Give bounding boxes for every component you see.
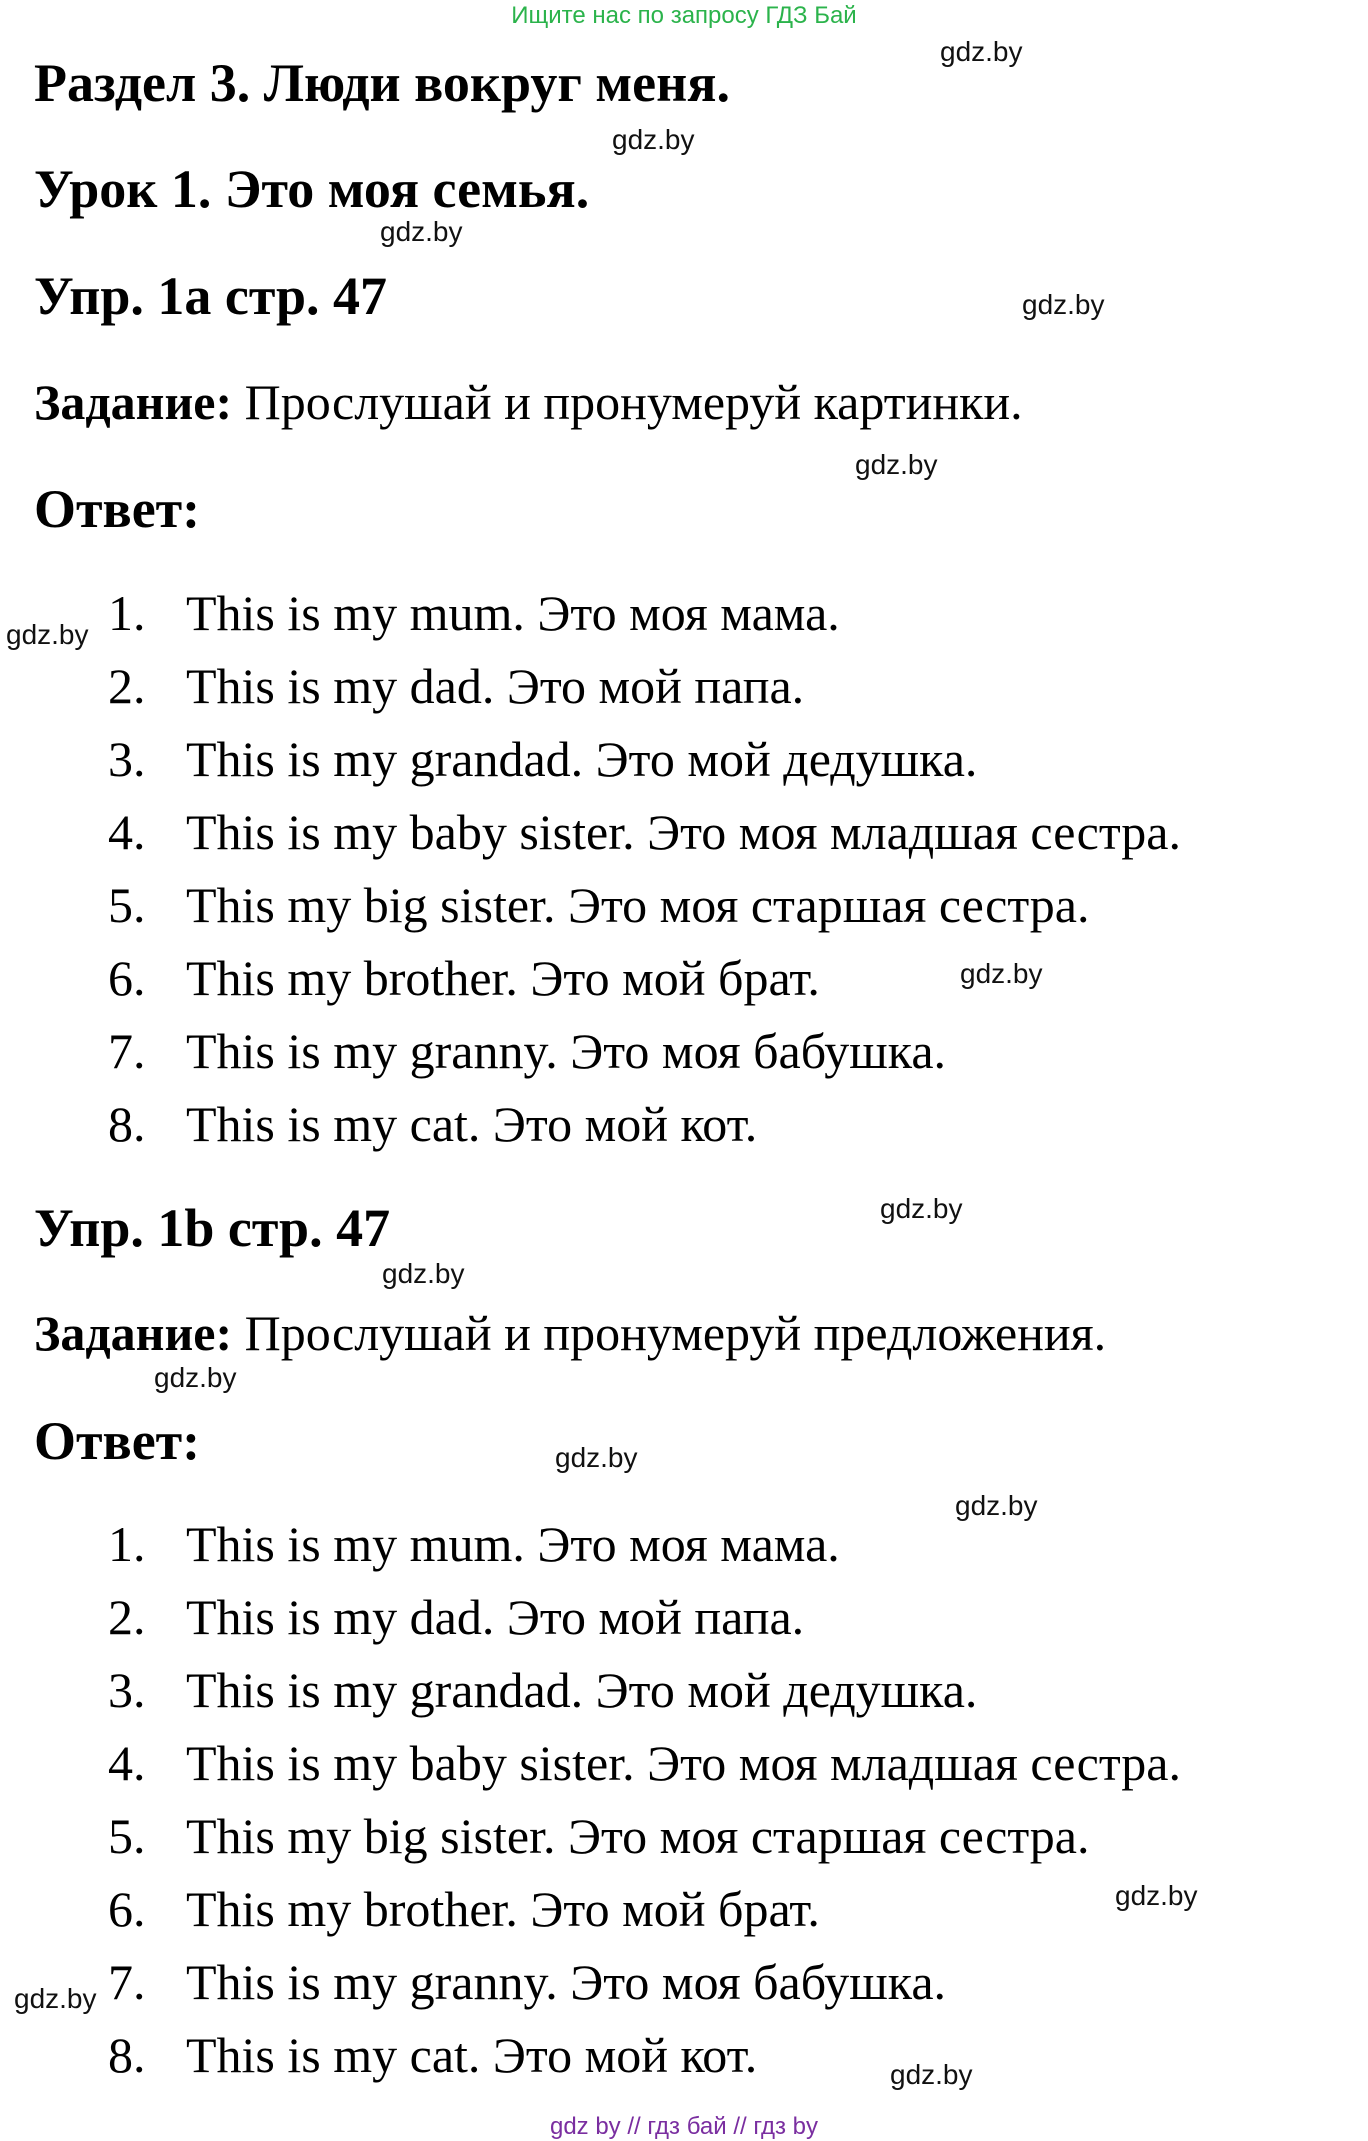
list-item: 1. This is my mum. Это моя мама. [108, 585, 840, 641]
exercise-1b-answer-list [108, 1508, 1181, 2092]
task-label: Задание: [34, 374, 233, 430]
exercise-1b-task [34, 1304, 1106, 1362]
exercise-1a-task [34, 373, 1023, 431]
list-item: 2. This is my dad. Это мой папа. [108, 1589, 805, 1645]
list-item: 4. This is my baby sister. Это моя младшая сестра. [108, 1735, 1181, 1791]
watermark: gdz.by [880, 1193, 963, 1224]
list-item: 8. This is my cat. Это мой кот. [108, 1096, 758, 1152]
top-banner-link[interactable]: Ищите нас по запросу ГДЗ Бай [511, 2, 857, 29]
list-item: 7. This is my granny. Это моя бабушка. [108, 1023, 947, 1079]
list-item: 5. This my big sister. Это моя старшая сестра. [108, 1808, 1090, 1864]
list-item: 5. This my big sister. Это моя старшая сестра. [108, 877, 1090, 933]
task-label: Задание: [34, 1305, 233, 1361]
exercise-1a-answer-label: Ответ: [34, 479, 201, 539]
watermark: gdz.by [960, 958, 1043, 989]
lesson-title: Урок 1. Это моя семья. [34, 159, 590, 219]
bottom-banner[interactable]: gdz by // гдз бай // гдз by [549, 2113, 819, 2140]
list-item: 6. This my brother. Это мой брат. [108, 950, 820, 1006]
watermark: gdz.by [14, 1983, 97, 2014]
list-item: 4. This is my baby sister. Это моя младшая сестра. [108, 804, 1181, 860]
exercise-1b-answer-label: Ответ: [34, 1411, 201, 1471]
watermark: gdz.by [1115, 1880, 1198, 1911]
list-item: 3. This is my grandad. Это мой дедушка. [108, 1662, 978, 1718]
list-item: 2. This is my dad. Это мой папа. [108, 658, 805, 714]
exercise-1b-title: Упр. 1b стр. 47 [34, 1198, 391, 1258]
watermark: gdz.by [940, 36, 1023, 67]
watermark: gdz.by [6, 619, 89, 650]
exercise-1a-title: Упр. 1a стр. 47 [34, 266, 388, 326]
task-text: Прослушай и пронумеруй предложения. [244, 1305, 1107, 1361]
watermark: gdz.by [612, 124, 695, 155]
exercise-1a-answer-list [108, 577, 1181, 1161]
watermark: gdz.by [382, 1258, 465, 1289]
task-text: Прослушай и пронумеруй картинки. [244, 374, 1023, 430]
list-item: 8. This is my cat. Это мой кот. [108, 2027, 758, 2083]
list-item: 3. This is my grandad. Это мой дедушка. [108, 731, 978, 787]
list-item: 7. This is my granny. Это моя бабушка. [108, 1954, 947, 2010]
watermark: gdz.by [380, 216, 463, 247]
watermark: gdz.by [555, 1442, 638, 1473]
watermark: gdz.by [1022, 289, 1105, 320]
watermark: gdz.by [855, 449, 938, 480]
list-item: 6. This my brother. Это мой брат. [108, 1881, 820, 1937]
list-item: 1. This is my mum. Это моя мама. [108, 1516, 840, 1572]
watermark: gdz.by [890, 2059, 973, 2090]
watermark: gdz.by [955, 1490, 1038, 1521]
watermark: gdz.by [154, 1362, 237, 1393]
section-title: Раздел 3. Люди вокруг меня. [34, 53, 730, 113]
